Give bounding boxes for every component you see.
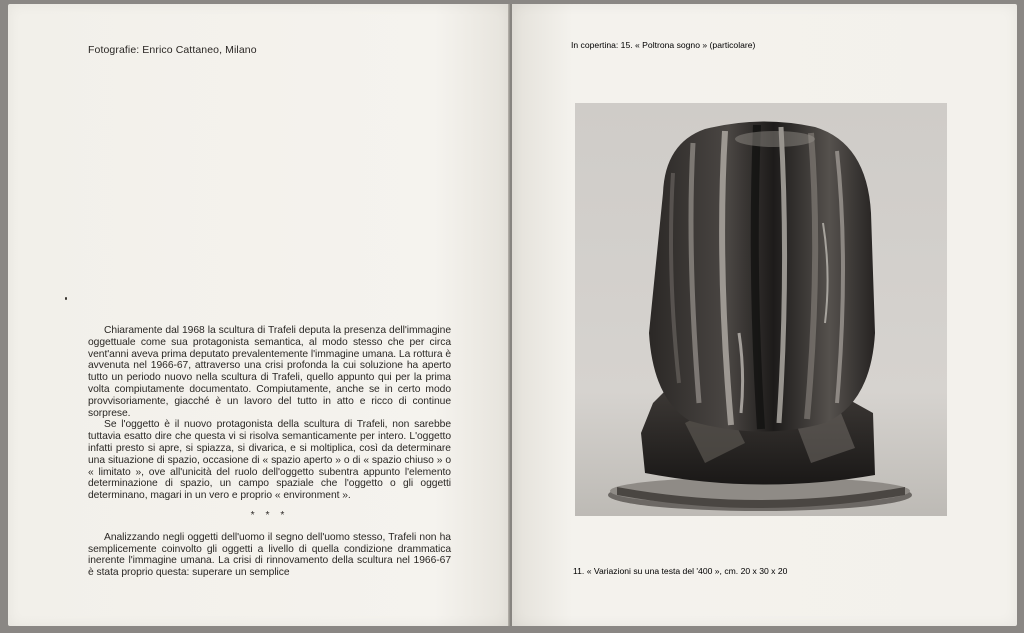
cover-note: In copertina: 15. « Poltrona sogno » (particolare): [571, 40, 756, 50]
left-page: [8, 4, 510, 626]
photo-caption: 11. « Variazioni su una testa del '400 », cm. 20 x 30 x 20: [573, 566, 788, 576]
photo-credits: Fotografie: Enrico Cattaneo, Milano: [88, 44, 257, 56]
sculpture-image: [575, 103, 947, 516]
paragraph: Chiaramente dal 1968 la scultura di Trafeli deputa la presenza dell'immagine oggettuale come sua protagonista semantica, al modo stesso che per circa vent'anni aveva prima deputato prevalentemente l'immagine umana. La rottura è avvenuta nel 1966-67, attraverso una crisi profonda la cui soluzione ha aperto tutto un periodo nuovo nella scultura di Trafeli, quello appunto qui per la prima volta compiutamente documentato. Compiutamente, anche se in certo modo provvisoriamente, giacché è un lavoro del tutto in atto e ricco di continue sorprese.: [88, 325, 451, 419]
print-speck: [65, 297, 67, 300]
paragraph: Analizzando negli oggetti dell'uomo il segno dell'uomo stesso, Trafeli non ha semplicemente coinvolto gli oggetti a livello di quella condizione drammatica inerente l'immagine umana. La crisi di rinnovamento della scultura nel 1966-67 è stata proprio questa: superare un semplice: [88, 531, 451, 579]
sculpture-photo: [575, 103, 947, 516]
section-separator: * * *: [250, 509, 289, 521]
paragraph: Se l'oggetto è il nuovo protagonista della scultura di Trafeli, non sarebbe tuttavia esatto dire che questa vi si risolva semanticamente per intero. L'oggetto infatti presto si apre, si spiazza, si divarica, e si moltiplica, così da determinare una situazione di spazio, occasione di « spazio aperto » o di « spazio chiuso » o « limitato », ove all'unicità del ruolo dell'oggetto subentra appunto l'elemento determinazione di spazio, un campo spaziale che l'oggetto o gli oggetti determinano, magari in un vero e proprio « environment ».: [88, 419, 451, 502]
essay-text: [88, 325, 451, 579]
